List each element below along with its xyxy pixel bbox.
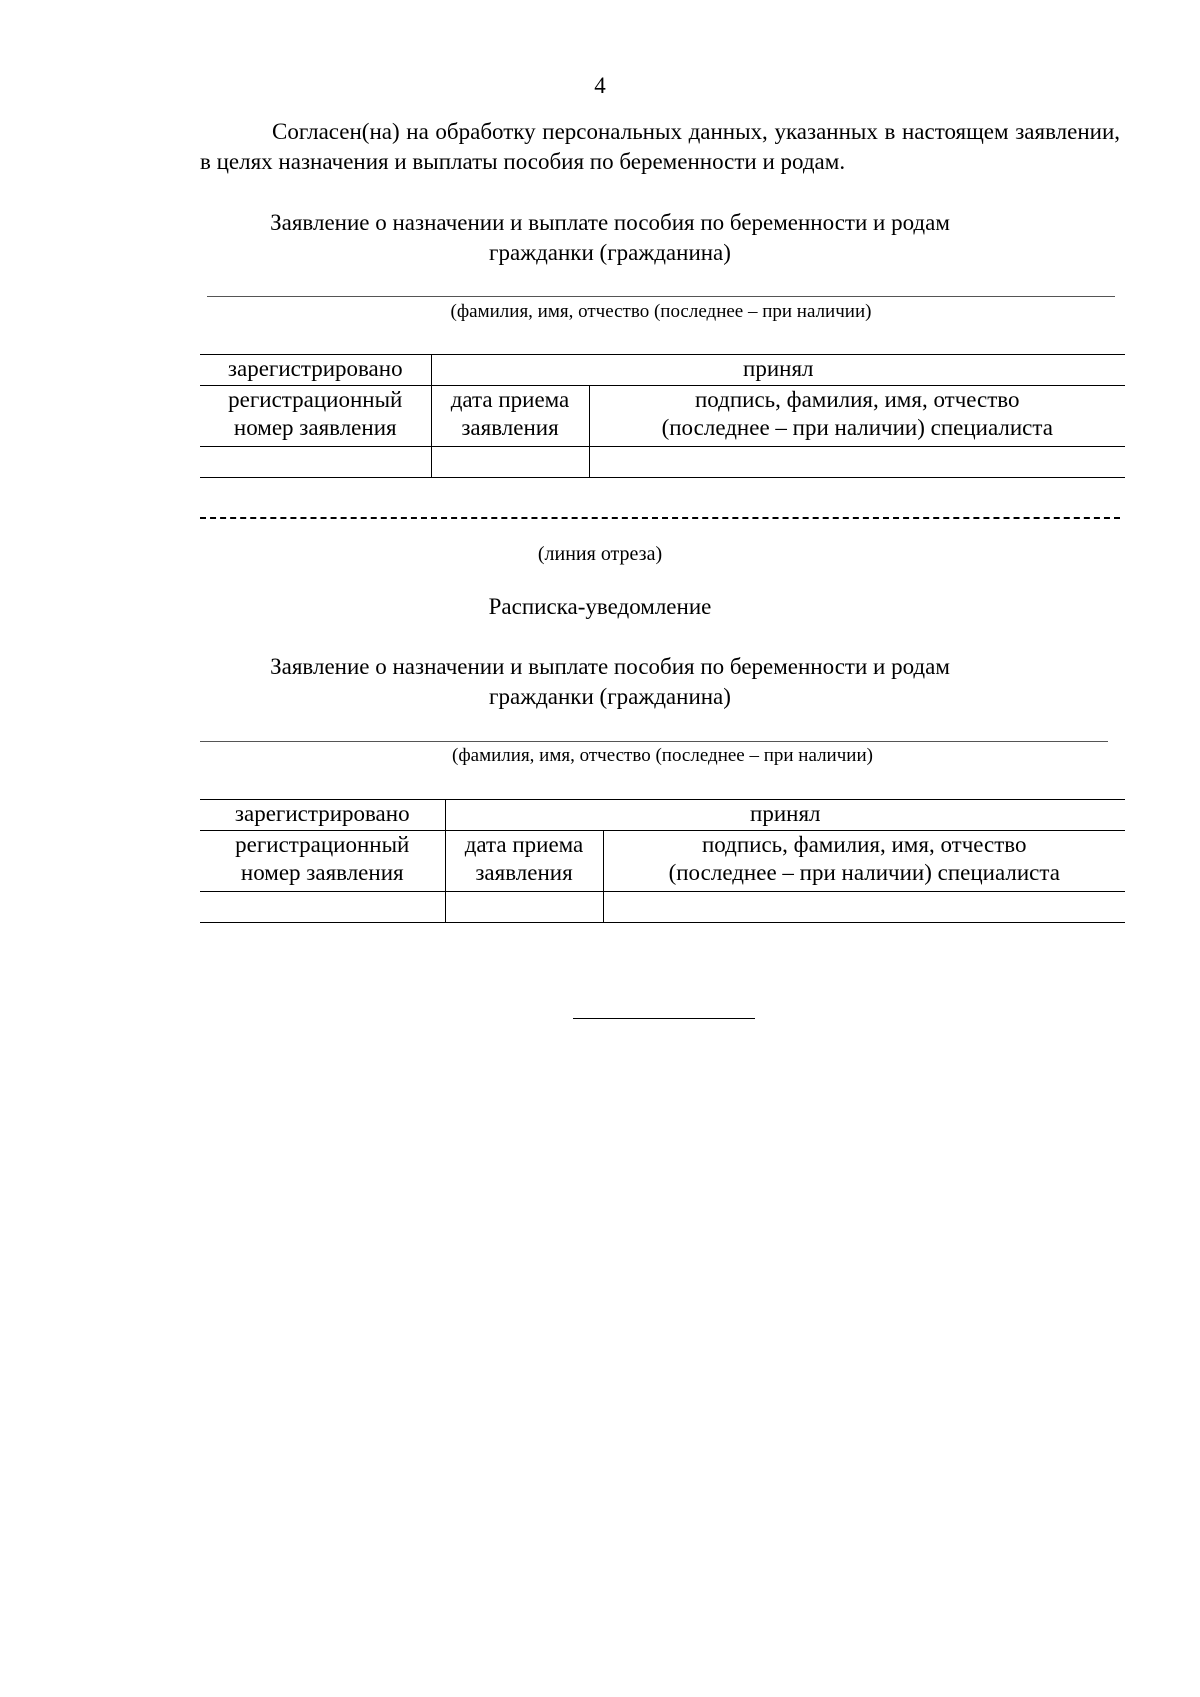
date-line2: заявления (461, 415, 559, 440)
receipt-reg-number-line2: номер заявления (240, 860, 404, 885)
application-heading (150, 208, 1070, 268)
registered-header: зарегистрировано (200, 355, 431, 386)
receipt-registration-table (200, 799, 1125, 923)
receipt-reg-number-line1: регистрационный (235, 832, 410, 857)
receipt-accepted-header: принял (445, 800, 1125, 831)
receipt-title: Расписка-уведомление (488, 594, 712, 619)
receipt-signature-line2: (последнее – при наличии) специалиста (668, 860, 1060, 885)
receipt-signature-header (603, 831, 1125, 892)
applicant-name-caption: (фамилия, имя, отчество (последнее – при наличии) (450, 301, 872, 322)
receipt-signature-line1: подпись, фамилия, имя, отчество (702, 832, 1027, 857)
applicant-name-line[interactable] (207, 296, 1115, 297)
reg-number-header (200, 386, 431, 447)
consent-paragraph (200, 117, 1120, 177)
date-cell[interactable] (431, 447, 589, 478)
reg-number-line2: номер заявления (233, 415, 397, 440)
page-number: 4 (594, 73, 606, 98)
application-title-line1: Заявление о назначении и выплате пособия по беременности и родам (270, 210, 950, 235)
signature-header (589, 386, 1125, 447)
application-title-line2: гражданки (гражданина) (489, 240, 731, 265)
receipt-date-line1: дата приема (464, 832, 584, 857)
cut-line-caption: (линия отреза) (537, 543, 663, 565)
receipt-signature-cell[interactable] (603, 892, 1125, 923)
signature-line2: (последнее – при наличии) специалиста (661, 415, 1053, 440)
cut-line (200, 517, 1120, 519)
application-registration-table (200, 354, 1125, 478)
date-header (431, 386, 589, 447)
reg-number-line1: регистрационный (228, 387, 403, 412)
receipt-registered-header: зарегистрировано (200, 800, 445, 831)
receipt-name-line[interactable] (200, 741, 1108, 742)
receipt-reg-number-cell[interactable] (200, 892, 445, 923)
receipt-date-line2: заявления (475, 860, 573, 885)
receipt-title-line1: Заявление о назначении и выплате пособия по беременности и родам (270, 654, 950, 679)
receipt-title-line2: гражданки (гражданина) (489, 684, 731, 709)
consent-text: Согласен(на) на обработку персональных данных, указанных в настоящем заявлении, в целях назначения и выплаты пособия по беременности и родам. (200, 119, 1120, 174)
reg-number-cell[interactable] (200, 447, 431, 478)
date-line1: дата приема (450, 387, 570, 412)
document-end-line (573, 1018, 755, 1019)
receipt-reg-number-header (200, 831, 445, 892)
receipt-name-caption: (фамилия, имя, отчество (последнее – при наличии) (452, 745, 873, 766)
receipt-heading (150, 652, 1070, 712)
accepted-header: принял (431, 355, 1125, 386)
signature-cell[interactable] (589, 447, 1125, 478)
signature-line1: подпись, фамилия, имя, отчество (695, 387, 1020, 412)
receipt-date-cell[interactable] (445, 892, 603, 923)
receipt-date-header (445, 831, 603, 892)
